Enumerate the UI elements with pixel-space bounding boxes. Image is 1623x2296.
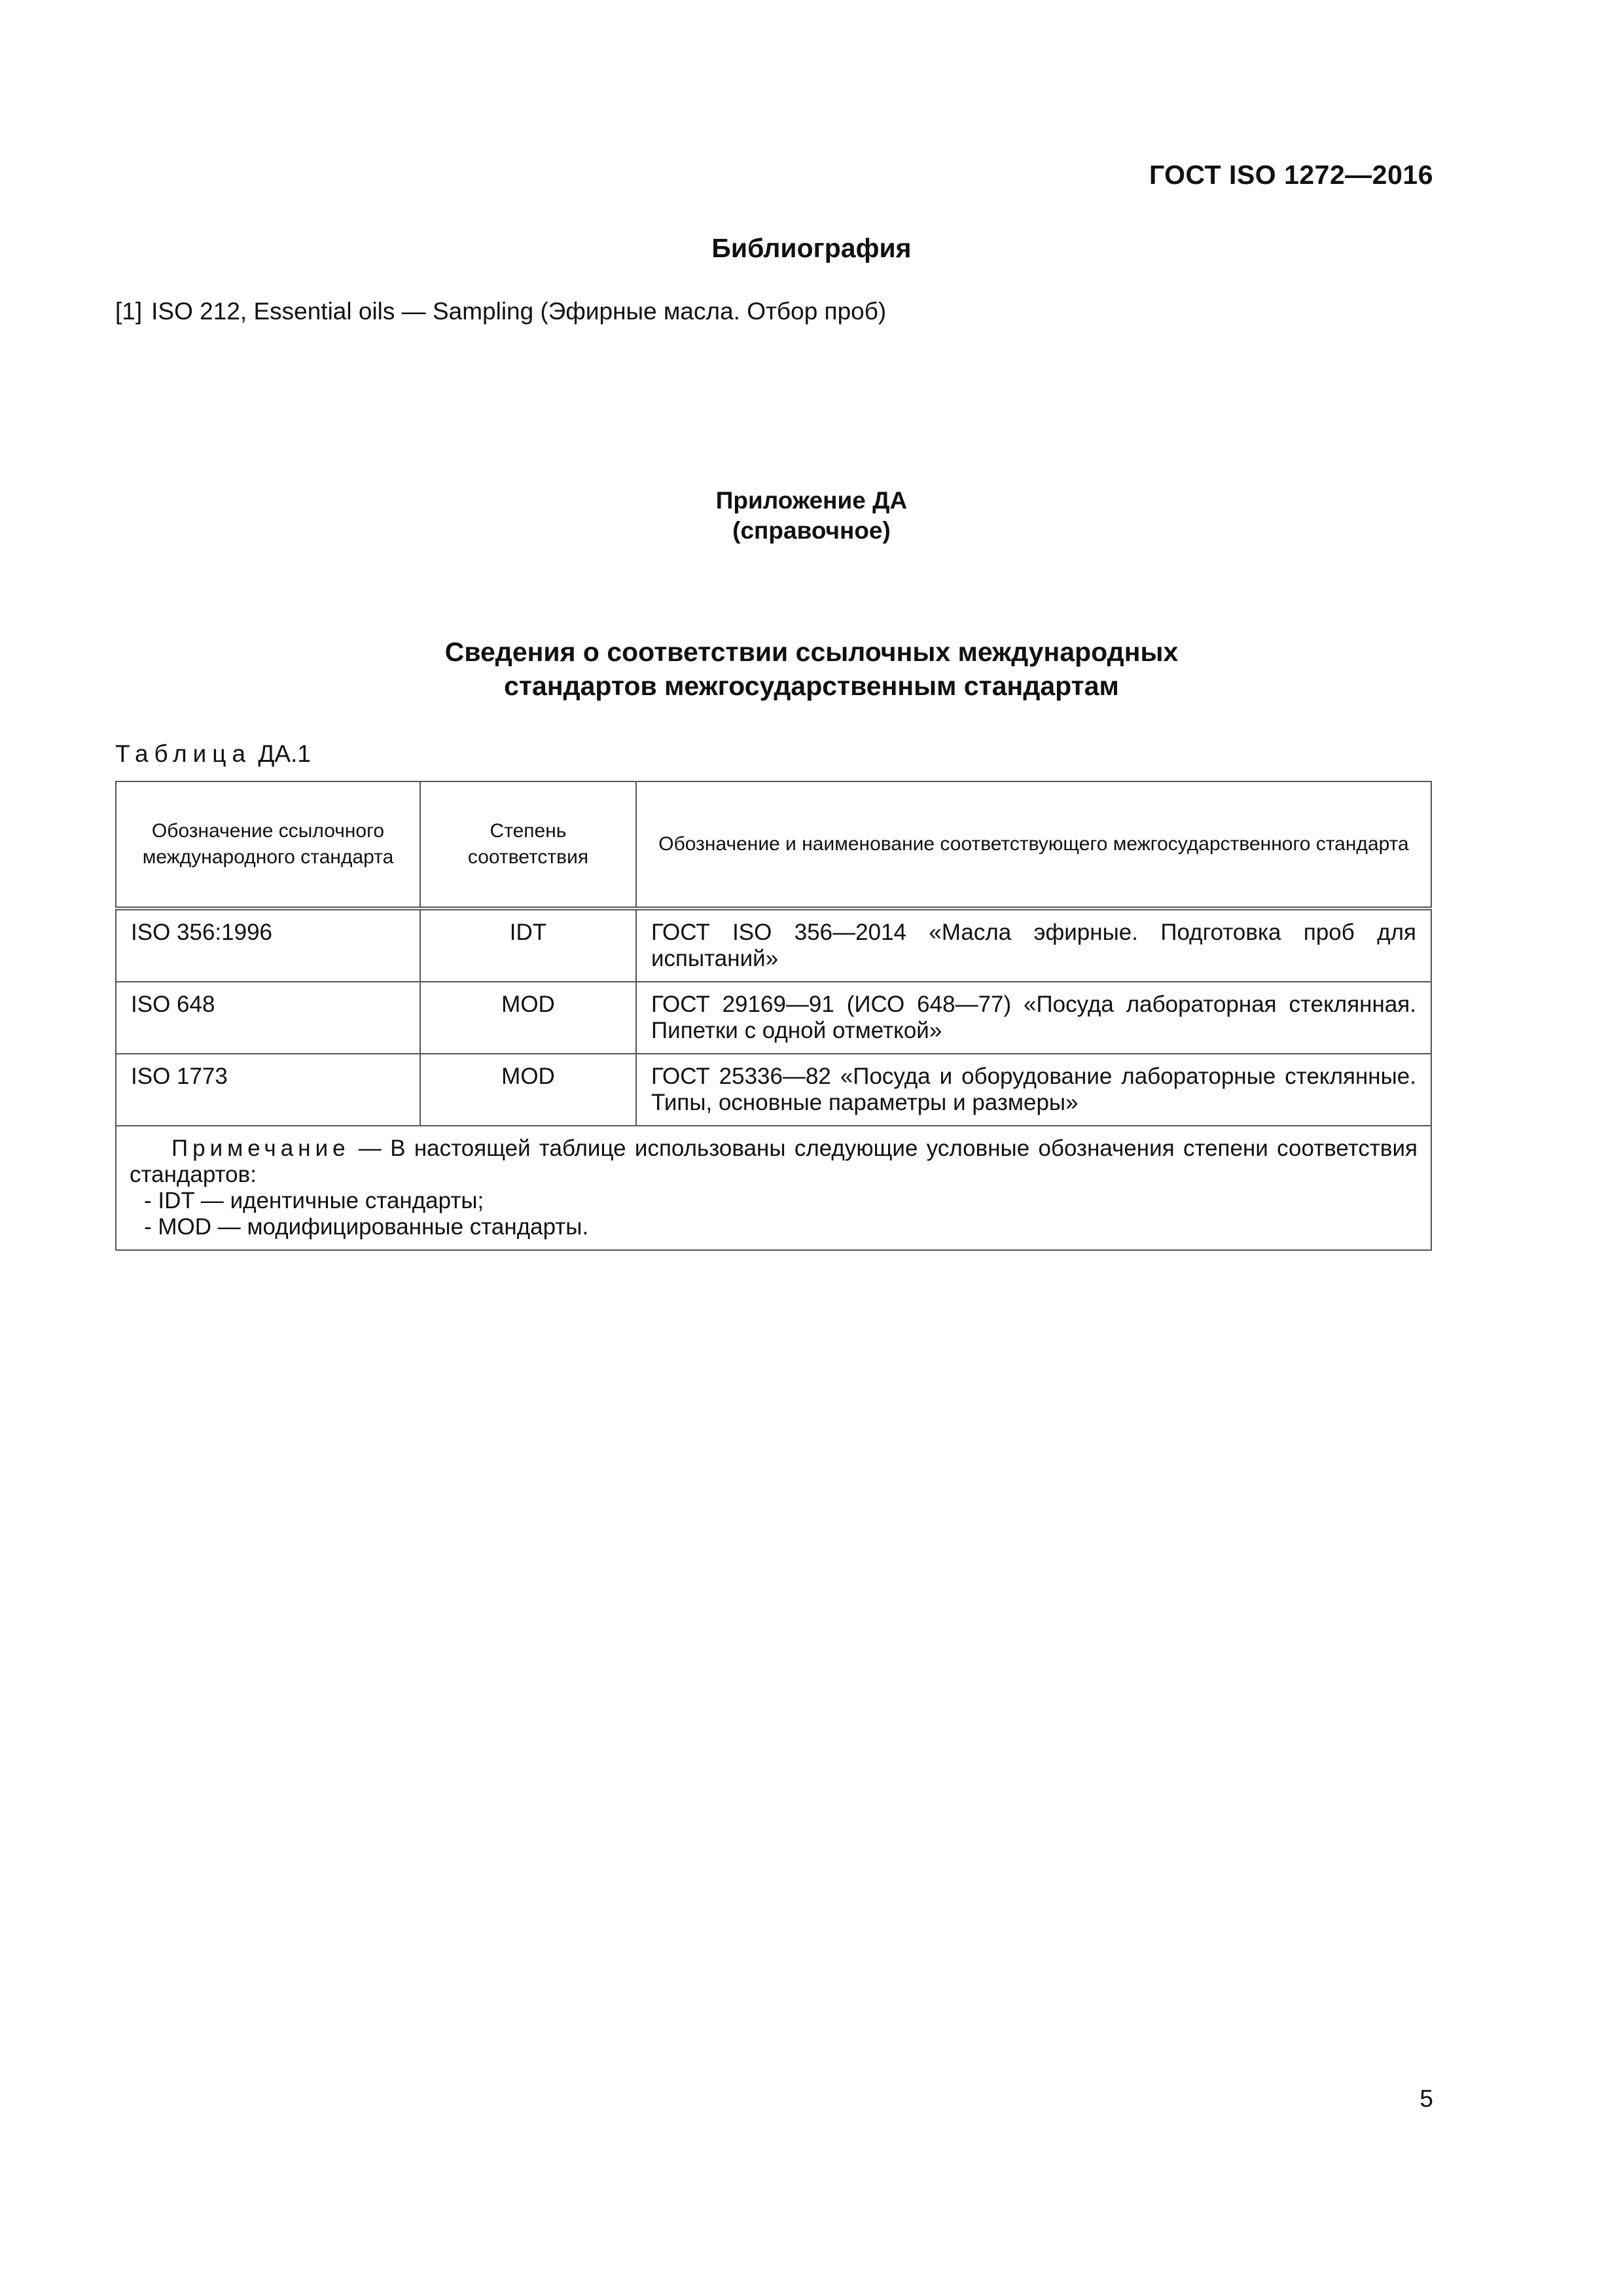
- cell-national-standard: ГОСТ 29169—91 (ИСО 648—77) «Посуда лабораторная стеклянная. Пипетки с одной отметкой»: [636, 982, 1431, 1054]
- cell-degree: MOD: [420, 1054, 636, 1126]
- section-title: [0, 635, 1623, 703]
- note-text-line: [130, 1136, 1418, 1188]
- header-national-standard: Обозначение и наименование соответствующего межгосударственного стандарта: [636, 781, 1431, 908]
- table-row: [116, 908, 1431, 982]
- cell-degree: MOD: [420, 982, 636, 1054]
- table-row: [116, 982, 1431, 1054]
- cell-international-standard: ISO 1773: [116, 1054, 420, 1126]
- table-caption-label: Таблица: [115, 740, 252, 767]
- bibliography-entry-index: [1]: [115, 298, 143, 325]
- section-title-line-2: стандартов межгосударственным стандартам: [504, 671, 1119, 701]
- note-item-mod: - MOD — модифицированные стандарты.: [144, 1214, 589, 1240]
- cell-degree: IDT: [420, 908, 636, 982]
- header-degree: Степень соответствия: [420, 781, 636, 908]
- bibliography-entry-text: ISO 212, Essential oils — Sampling (Эфирные масла. Отбор проб): [151, 298, 887, 325]
- document-number: ГОСТ ISO 1272—2016: [1149, 160, 1433, 190]
- cell-national-standard: ГОСТ ISO 356—2014 «Масла эфирные. Подготовка проб для испытаний»: [636, 908, 1431, 982]
- cell-international-standard: ISO 648: [116, 982, 420, 1054]
- page-number: 5: [1419, 2085, 1433, 2112]
- table-caption: [115, 740, 311, 768]
- correspondence-table: [115, 781, 1432, 1251]
- bibliography-entry: [115, 298, 886, 325]
- table-row: [116, 1054, 1431, 1126]
- appendix-subtitle: (справочное): [732, 517, 891, 544]
- appendix-title: Приложение ДА: [715, 487, 908, 514]
- section-title-line-1: Сведения о соответствии ссылочных международных: [444, 637, 1179, 667]
- appendix-heading: [0, 486, 1623, 546]
- table-note: [116, 1126, 1431, 1250]
- note-text: — В настоящей таблице использованы следующие условные обозначения степени соответствия стандартов:: [130, 1136, 1418, 1187]
- cell-national-standard: ГОСТ 25336—82 «Посуда и оборудование лабораторные стеклянные. Типы, основные параметры и размеры»: [636, 1054, 1431, 1126]
- table-note-row: [116, 1126, 1431, 1250]
- note-item-idt: - IDT — идентичные стандарты;: [144, 1188, 484, 1213]
- table-caption-number: ДА.1: [258, 740, 311, 767]
- table-header-row: [116, 781, 1431, 908]
- cell-international-standard: ISO 356:1996: [116, 908, 420, 982]
- header-international-standard: Обозначение ссылочного международного стандарта: [116, 781, 420, 908]
- note-label: Примечание: [171, 1136, 350, 1161]
- bibliography-title: Библиография: [711, 233, 912, 263]
